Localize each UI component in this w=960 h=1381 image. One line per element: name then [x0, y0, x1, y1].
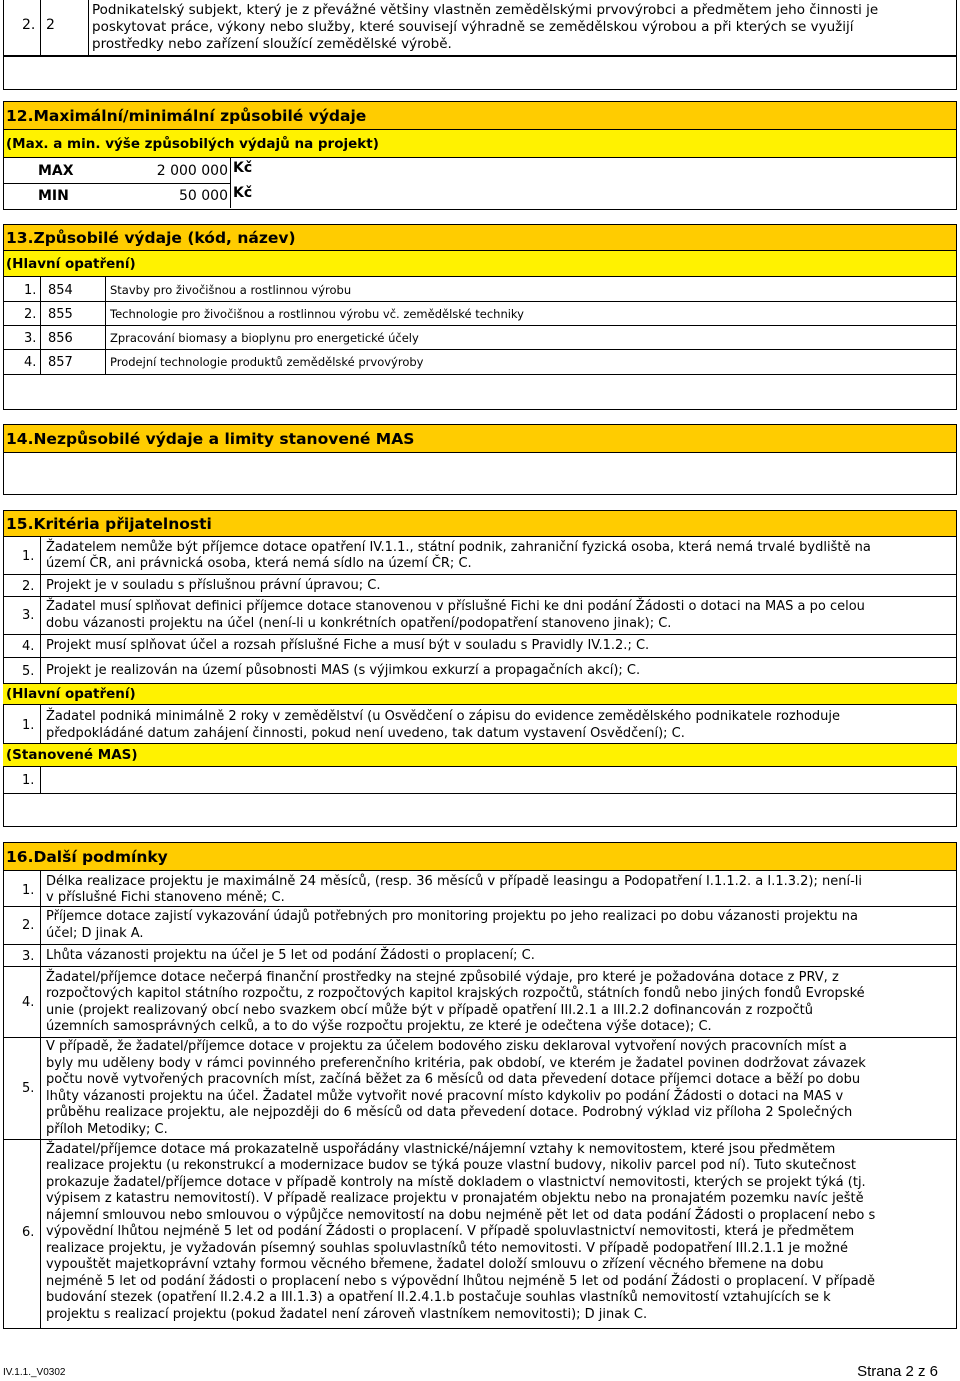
s15-main-bar — [3, 683, 957, 705]
s16-item-6-line-4: výpisem z katastru nemovitostí). V případě realizace projektu v pronajatém objektu nebo na pronajatém pozemku navíc ještě — [46, 1191, 864, 1206]
s13-subtitle-bar — [3, 251, 957, 277]
s16-item-6-line-5: nájemní smlouvou nebo smlouvou o výpůjčce nemovitostí na dobu nejméně pět let od data podání Žádosti o proplacení nebo s — [46, 1208, 876, 1223]
s14-title: 14.Nezpůsobilé výdaje a limity stanovené MAS — [6, 430, 415, 448]
top-row-line-3: prostředky nebo zařízení sloužící zemědělské výrobě. — [92, 36, 452, 52]
s16-item-6-line-9: nejméně 5 let od podání žádosti o proplacení nebo s výpovědní lhůtou nejméně 5 let od podání Žádosti o proplacení. V případě — [46, 1274, 876, 1289]
s13-item-4-num: 4. — [24, 355, 37, 370]
s12-title: 12.Maximální/minimální způsobilé výdaje — [6, 107, 367, 125]
s13-item-2-name: Technologie pro živočišnou a rostlinnou výrobu vč. zemědělské techniky — [110, 307, 524, 321]
s16-item-5-line-2: byly mu uděleny body v rámci povinného preferenčního kritéria, pak období, ve kterém je žadatel povinen dodržovat závazek — [46, 1056, 866, 1071]
s15-item-5-num: 5. — [22, 664, 35, 679]
s16-item-1-num: 1. — [22, 883, 35, 898]
s15-item-1-num: 1. — [22, 549, 35, 564]
s15-title: 15.Kritéria přijatelnosti — [6, 515, 212, 533]
s15-item-3-line-1: Žadatel musí splňovat definici příjemce dotace stanovenou v příslušné Fichi ke dni podání Žádosti o dotaci na MAS a po celou — [46, 599, 865, 614]
s15-main-label: (Hlavní opatření) — [6, 686, 136, 702]
min-label: MIN — [38, 188, 69, 204]
s16-item-5-line-4: lhůty vázanosti projektu na účel. Žadatel může vytvořit nové pracovní místo kdykoliv po podání Žádosti o dotaci na MAS v — [46, 1089, 844, 1104]
s15-item-3-line-2: dobu vázanosti projektu na účel (není-li u konkrétních opatření/podopatření stanoveno jinak); C. — [46, 616, 672, 631]
s16-item-4-line-4: územních samosprávných celků, a to do výše rozpočtu projektu, ze které je odečtena výše dotace); C. — [46, 1019, 712, 1034]
s13-item-3-num: 3. — [24, 331, 37, 346]
s16-item-5-line-1: V případě, že žadatel/příjemce dotace v projektu za účelem bodového zisku deklaroval vytvoření nových pracovních míst a — [46, 1039, 847, 1054]
s15-mas-label: (Stanovené MAS) — [6, 747, 138, 763]
s16-item-1-line-2: v příslušné Fichi stanoveno méně; C. — [46, 890, 285, 905]
s13-item-1-num: 1. — [24, 283, 37, 298]
s13-item-2-code: 855 — [48, 307, 73, 322]
s15-item-1-line-2: území ČR, ani právnická osoba, která nemá sídlo na území ČR; C. — [46, 556, 472, 571]
s16-item-6-line-10: budování stezek (opatření II.2.4.2 a III.1.3) a opatření II.2.4.1.b postačuje souhlas vlastníků nemovitostí vztahujících se k — [46, 1290, 831, 1305]
top-row-code: 2 — [46, 17, 55, 33]
s16-item-6-line-8: vypouštět majetkoprávní vztahy formou věcného břemene, žadatel doloží smlouvu o zřízení věcného břemene na dobu — [46, 1257, 824, 1272]
min-unit: Kč — [233, 185, 253, 201]
s13-item-1-name: Stavby pro živočišnou a rostlinnou výrobu — [110, 283, 352, 297]
s12-subtitle: (Max. a min. výše způsobilých výdajů na projekt) — [6, 136, 379, 152]
top-row-line-2: poskytovat práce, výkony nebo služby, které souvisejí výhradně se zemědělskou výrobou a při kterých se využijí — [92, 19, 854, 35]
s16-item-2-line-1: Příjemce dotace zajistí vykazování údajů potřebných pro monitoring projektu po jeho realizaci po dobu vázanosti projektu na — [46, 909, 858, 924]
s16-item-6-line-2: realizace projektu (u rekonstrukcí a modernizace budov se týká pouze vlastní budovy, nikoliv parcel pod ní). Tuto skutečnost — [46, 1158, 857, 1173]
s16-item-6-line-1: Žadatel/příjemce dotace má prokazatelně uspořádány vlastnické/nájemní vztahy k nemovitostem, které jsou předmětem — [46, 1142, 836, 1157]
s16-item-6-line-6: výpovědní lhůtou nejméně 5 let od podání Žádosti o proplacení. V případě spoluvlastnictví nemovitosti, která je předmětem — [46, 1224, 855, 1239]
s15-main-1-line-2: předpokládáné datum zahájení činnosti, pokud není uvedeno, tak datum vystavení Osvědčení); C. — [46, 726, 685, 741]
max-value: 2 000 000 — [156, 163, 228, 179]
s16-item-2-line-2: účel; D jinak A. — [46, 926, 144, 941]
s16-item-5-line-3: počtu nově vytvořených pracovních míst, začíná běžet za 6 měsíců od data převedení dotace příjemci dotace a běží po dobu — [46, 1072, 861, 1087]
footer-code: IV.1.1._V0302 — [3, 1367, 66, 1378]
footer-page: Strana 2 z 6 — [857, 1363, 938, 1380]
s16-item-5-line-6: příloh Metodiky; C. — [46, 1122, 168, 1137]
s16-item-4-line-2: rozpočtových kapitol státního rozpočtu, z rozpočtových kapitol krajských rozpočtů, státních fondů nebo jiných fondů Evropské — [46, 986, 865, 1001]
top-row-num: 2. — [22, 17, 36, 33]
s13-item-4-code: 857 — [48, 355, 73, 370]
s13-item-1-code: 854 — [48, 283, 73, 298]
s16-item-3-num: 3. — [22, 949, 35, 964]
top-row-empty — [3, 56, 957, 90]
s16-item-6-line-7: realizace projektu, je vyžadován písemný souhlas spoluvlastníků této nemovitosti. V případě podopatření III.2.1.1 je možné — [46, 1241, 848, 1256]
s15-item-4-num: 4. — [22, 639, 35, 654]
s15-mas-bar — [3, 743, 957, 767]
s15-item-1-line-1: Žadatelem nemůže být příjemce dotace opatření IV.1.1., státní podnik, zahraniční fyzická osoba, která nemá trvalé bydliště na — [46, 540, 871, 555]
s16-item-1-line-1: Délka realizace projektu je maximálně 24 měsíců, (resp. 36 měsíců v případě leasingu a Podopatření I.1.1.2. a I.1.3.2); není-li — [46, 874, 863, 889]
max-unit: Kč — [233, 160, 253, 176]
s15-mas-1-num: 1. — [22, 773, 35, 788]
s16-item-4-line-1: Žadatel/příjemce dotace nečerpá finanční prostředky na stejné způsobilé výdaje, pro které je požadována dotace z PRV, z — [46, 970, 839, 985]
min-value: 50 000 — [179, 188, 228, 204]
s16-item-6-line-3: prokazuje žadatel/příjemce dotace v případě kontroly na místě dokladem o vlastnictví nemovitosti, kterých se projekt týká (tj. — [46, 1175, 866, 1190]
top-row-line-1: Podnikatelský subjekt, který je z převážné většiny vlastněn zemědělskými prvovýrobci a předmětem jeho činnosti je — [92, 2, 879, 18]
s16-title: 16.Další podmínky — [6, 848, 168, 866]
s16-item-5-line-5: průběhu realizace projektu, ale nejpozději do 6 měsíců od data převedení dotace. Podrobný výklad viz příloha 2 Společných — [46, 1105, 853, 1120]
s13-item-3-code: 856 — [48, 331, 73, 346]
s15-item-2-num: 2. — [22, 579, 35, 594]
s15-item-4-line-1: Projekt musí splňovat účel a rozsah příslušné Fiche a musí být v souladu s Pravidly IV.1.2.; C. — [46, 638, 650, 653]
s16-item-6-num: 6. — [22, 1225, 35, 1240]
s16-item-2-num: 2. — [22, 918, 35, 933]
s13-empty-box — [3, 374, 957, 410]
s16-item-5-num: 5. — [22, 1081, 35, 1096]
s13-item-3-name: Zpracování biomasy a bioplynu pro energetické účely — [110, 331, 419, 345]
s16-item-4-line-3: unie (projekt realizovaný obcí nebo svazkem obcí může být v případě opatření III.2.1 a III.2.2 dofinancován z rozpočtů — [46, 1003, 813, 1018]
s13-item-2-num: 2. — [24, 307, 37, 322]
s15-item-5-line-1: Projekt je realizován na území působnosti MAS (s výjimkou exkurzí a propagačních akcí); C. — [46, 663, 641, 678]
max-label: MAX — [38, 163, 74, 179]
s15-main-1-num: 1. — [22, 718, 35, 733]
s13-item-4-name: Prodejní technologie produktů zemědělské prvovýroby — [110, 355, 424, 369]
s15-item-2-line-1: Projekt je v souladu s příslušnou právní úpravou; C. — [46, 578, 381, 593]
s14-empty-box — [3, 453, 957, 495]
s13-title: 13.Způsobilé výdaje (kód, název) — [6, 229, 296, 247]
s16-item-3-line-1: Lhůta vázanosti projektu na účel je 5 let od podání Žádosti o proplacení; C. — [46, 948, 535, 963]
s15-main-1-line-1: Žadatel podniká minimálně 2 roky v zemědělství (u Osvědčení o zápisu do evidence zemědělského podnikatele rozhoduje — [46, 709, 841, 724]
s13-subtitle: (Hlavní opatření) — [6, 256, 136, 272]
s16-item-6-line-11: projektu s realizací projektu (pokud žadatel není zároveň vlastníkem nemovitosti); D jinak C. — [46, 1307, 648, 1322]
s16-item-4-num: 4. — [22, 995, 35, 1010]
s15-item-3-num: 3. — [22, 608, 35, 623]
